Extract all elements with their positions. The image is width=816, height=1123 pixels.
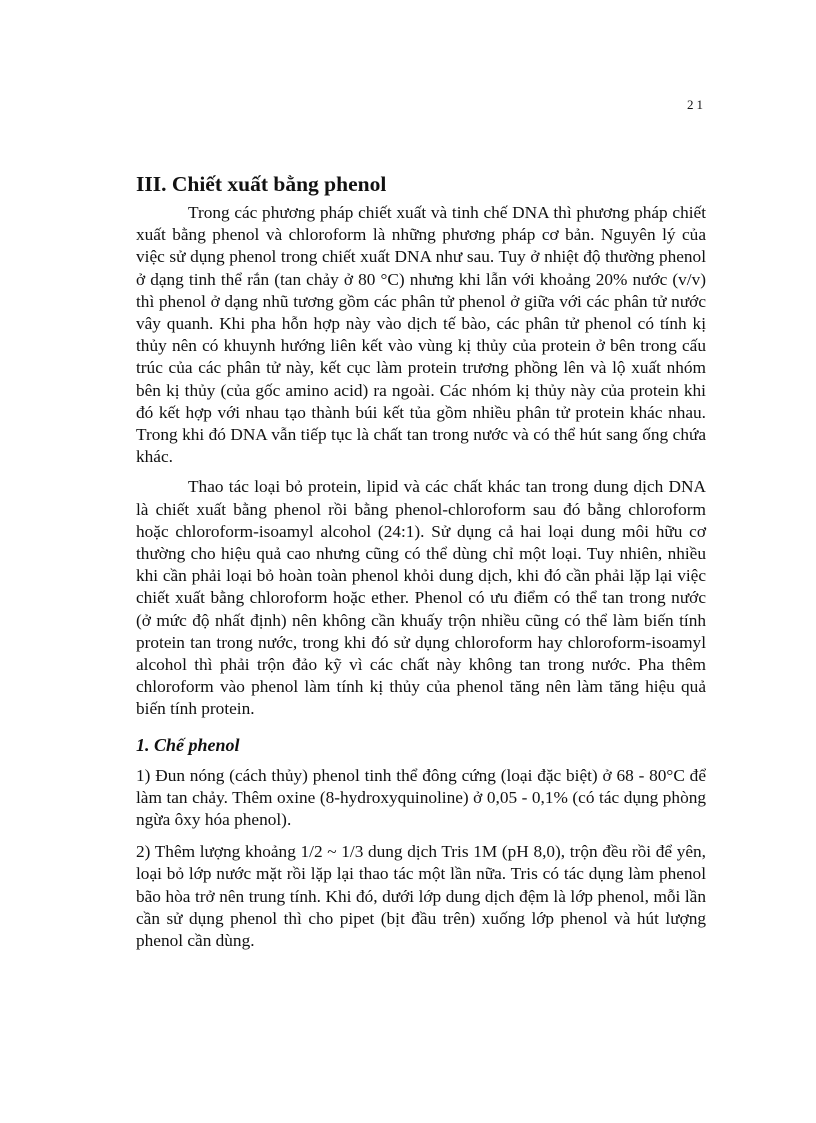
subsection-title: 1. Chế phenol	[136, 734, 240, 755]
paragraph-protein-removal: Thao tác loại bỏ protein, lipid và các chất khác tan trong dung dịch DNA là chiết xuất bằng phenol rồi bằng phenol-chloroform sau đó bằng chloroform hoặc chloroform-isoamyl alcohol (24:1). Sử dụng cả hai loại dung môi hữu cơ thường cho hiệu quả cao nhưng cũng có thể dùng chỉ một loại. Tuy nhiên, nhiều khi cần phải loại bỏ hoàn toàn phenol khỏi dung dịch, khi đó cần phải lặp lại việc chiết xuất bằng chloroform hoặc ether. Phenol có ưu điểm có thể tan trong nước (ở mức độ nhất định) nên không cần khuấy trộn nhiều cũng có thể làm biến tính protein tan trong nước, trong khi đó sử dụng chloroform hay chloroform-isoamyl alcohol thì phải trộn đảo kỹ vì các chất này không tan trong nước. Pha thêm chloroform vào phenol làm tính kị thủy của phenol tăng nên làm tăng hiệu quả biến tính protein.	[136, 477, 706, 719]
paragraph-principle: Trong các phương pháp chiết xuất và tinh chế DNA thì phương pháp chiết xuất bằng phenol và chloroform là những phương pháp cơ bản. Nguyên lý của việc sử dụng phenol trong chiết xuất DNA như sau. Tuy ở nhiệt độ thường phenol ở dạng tinh thể rắn (tan chảy ở 80 °C) nhưng khi lẫn với khoảng 20% nước (v/v) thì phenol ở dạng nhũ tương gồm các phân tử phenol ở giữa với các phân tử nước vây quanh. Khi pha hỗn hợp này vào dịch tế bào, các phân tử phenol có tính kị thủy nên có khuynh hướng liên kết vào vùng kị thủy của protein ở bên trong cấu trúc của các phân tử này, kết cục làm protein trương phồng lên và lộ xuất nhóm bên kị thủy (của gốc amino acid) ra ngoài. Các nhóm kị thủy này của protein khi đó kết hợp với nhau tạo thành búi kết tủa gồm nhiều phân tử protein khác nhau. Trong khi đó DNA vẫn tiếp tục là chất tan trong nước và có thể hút sang ống chứa khác.	[136, 203, 706, 467]
section-title: III. Chiết xuất bằng phenol	[136, 172, 387, 196]
step-2: 2) Thêm lượng khoảng 1/2 ~ 1/3 dung dịch Tris 1M (pH 8,0), trộn đều rồi để yên, loại bỏ lớp nước mặt rồi lặp lại thao tác một lần nữa. Tris có tác dụng làm phenol bão hòa trở nên trung tính. Khi đó, dưới lớp dung dịch đệm là lớp phenol, mỗi lần cần sử dụng phenol thì cho pipet (bịt đầu trên) xuống lớp phenol và hút lượng phenol cần dùng.	[136, 842, 706, 951]
document-body	[136, 170, 706, 962]
step-1: 1) Đun nóng (cách thủy) phenol tinh thể đông cứng (loại đặc biệt) ở 68 - 80°C để làm tan chảy. Thêm oxine (8-hydroxyquinoline) ở 0,05 - 0,1% (có tác dụng phòng ngừa ôxy hóa phenol).	[136, 765, 706, 830]
page-number: 21	[687, 97, 706, 112]
